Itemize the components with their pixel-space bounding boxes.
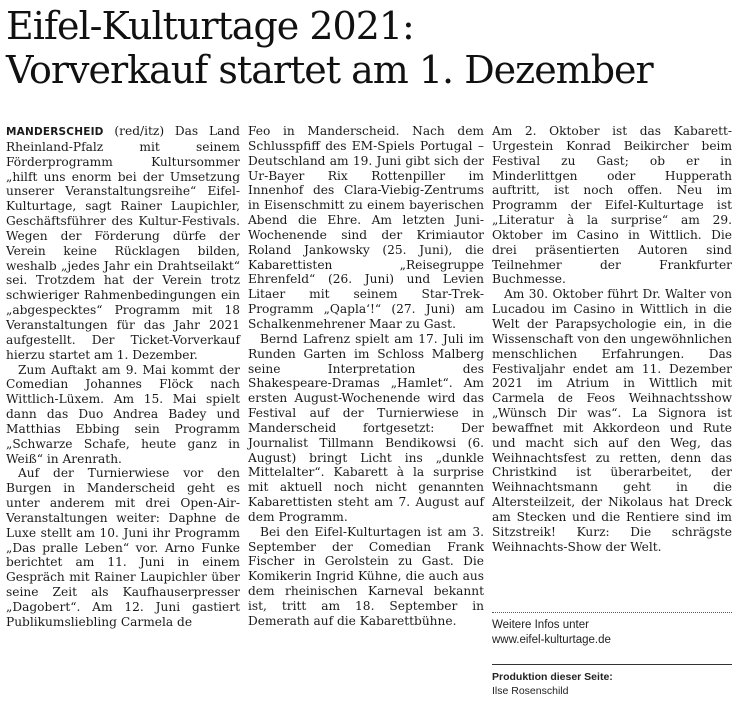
article-paragraph [6, 124, 240, 363]
article-column-1 [6, 124, 240, 630]
info-box [492, 618, 732, 648]
article-paragraph: Am 2. Oktober ist das Kabarett-Urgestein Konrad Beikircher beim Festival zu Gast; ob er in Minderlittgen oder Hupperath auftritt, ist noch offen. Neu im Programm der Eifel-Kulturtage ist „Literatur à la surprise“ am 29. Oktober im Casino in Wittlich. Die drei präsentierten Autoren sind Teilnehmer der Frankfurter Buchmesse. [492, 124, 732, 287]
credit-name: Ilse Rosenschild [492, 685, 569, 697]
article-headline [6, 4, 732, 92]
credit-label: Produktion dieser Seite: [492, 671, 613, 683]
article-column-3 [492, 124, 732, 554]
info-label: Weitere Infos unter [492, 619, 589, 631]
article-paragraph: Bei den Eifel-Kulturtagen ist am 3. September der Comedian Frank Fischer in Gerolstein zu Gast. Die Komikerin Ingrid Kühne, die auch aus dem rheinischen Karneval bekannt ist, tritt am 18. September in Demerath auf die Kabarettbühne. [248, 524, 484, 628]
headline-line-2: Vorverkauf startet am 1. Dezember [6, 48, 653, 92]
article-paragraph: Zum Auftakt am 9. Mai kommt der Comedian Johannes Flöck nach Wittlich-Lüxem. Am 15. Mai spielt dann das Duo Andrea Badey und Matthias Ebbing sein Programm „Schwarze Schafe, heute ganz in Weiß“ in Arenrath. [6, 362, 240, 466]
credit-divider [492, 664, 732, 665]
article-paragraph: Bernd Lafrenz spielt am 17. Juli im Runden Garten im Schloss Malberg seine Interpretation des Shakespeare-Dramas „Hamlet“. Am ersten August-Wochenende wird das Festival auf der Turnierwiese in Manderscheid fortgesetzt: Der Journalist Tillmann Bendikowsi (6. August) bringt Licht ins „dunkle Mittelalter“. Kabarett à la surprise mit aktuell noch nicht genannten Kabarettisten steht am 7. August auf dem Programm. [248, 331, 484, 524]
article-paragraph: Auf der Turnierwiese vor den Burgen in Manderscheid geht es unter anderem mit drei Open-Air-Veranstaltungen weiter: Daphne de Luxe stellt am 10. Juni ihr Programm „Das pralle Leben“ vor. Arno Funke berichtet am 11. Juni in einem Gespräch mit Rainer Laupichler über seine Zeit als Kaufhauserpresser „Dagobert“. Am 12. Juni gastiert Publikumsliebling Carmela de [6, 466, 240, 629]
article-column-2 [248, 124, 484, 629]
dateline: MANDERSCHEID [6, 126, 104, 138]
headline-line-1: Eifel-Kulturtage 2021: [6, 4, 414, 48]
dotted-divider [492, 612, 732, 613]
production-credit [492, 670, 732, 698]
info-url-link[interactable]: www.eifel-kulturtage.de [492, 634, 611, 646]
article-paragraph: Feo in Manderscheid. Nach dem Schlusspfiff des EM-Spiels Portugal – Deutschland am 19. Juni gibt sich der Ur-Bayer Rix Rottenpiller im Innenhof des Clara-Viebig-Zentrums in Eisenschmitt zu einem bayerischen Abend die Ehre. Am letzten Juni-Wochenende sind der Krimiautor Roland Jankowsky (25. Juni), die Kabarettisten „Reisegruppe Ehrenfeld“ (26. Juni) und Levien Litaer mit seinem Star-Trek-Programm „Qapla‘!“ (27. Juni) am Schalkenmehrener Maar zu Gast. [248, 124, 484, 331]
article-paragraph: Am 30. Oktober führt Dr. Walter von Lucadou im Casino in Wittlich in die Welt der Parapsychologie ein, in die Wissenschaft von den ungewöhnlichen menschlichen Erfahrungen. Das Festivaljahr endet am 11. Dezember 2021 im Atrium in Wittlich mit Carmela de Feos Weihnachtsshow „Wünsch Dir was“. La Signora ist bewaffnet mit Akkordeon und Rute und macht sich auf den Weg, das Weihnachtsfest zu retten, denn das Christkind ist überarbeitet, der Weihnachtsmann geht in die Altersteilzeit, der Nikolaus hat Dreck am Stecken und die Rentiere sind im Sitzstreik! Kurz: Die schrägste Weihnachts-Show der Welt. [492, 287, 732, 554]
paragraph-text: (red/itz) Das Land Rheinland-Pfalz mit seinem Förderprogramm Kultursommer „hilft uns enorm bei der Umsetzung unserer Veranstaltungsreihe“ Eifel-Kulturtage, sagt Rainer Laupichler, Geschäftsführer des Kultur-Festivals. Wegen der Förderung dürfe der Verein keine Rücklagen bilden, weshalb „jedes Jahr ein Drahtseilakt“ sei. Trotzdem hat der Verein trotz schwieriger Rahmenbedingungen ein „abgespecktes“ Programm mit 18 Veranstaltungen für das Jahr 2021 aufgestellt. Der Ticket-Vorverkauf hierzu startet am 1. Dezember. [6, 124, 240, 362]
